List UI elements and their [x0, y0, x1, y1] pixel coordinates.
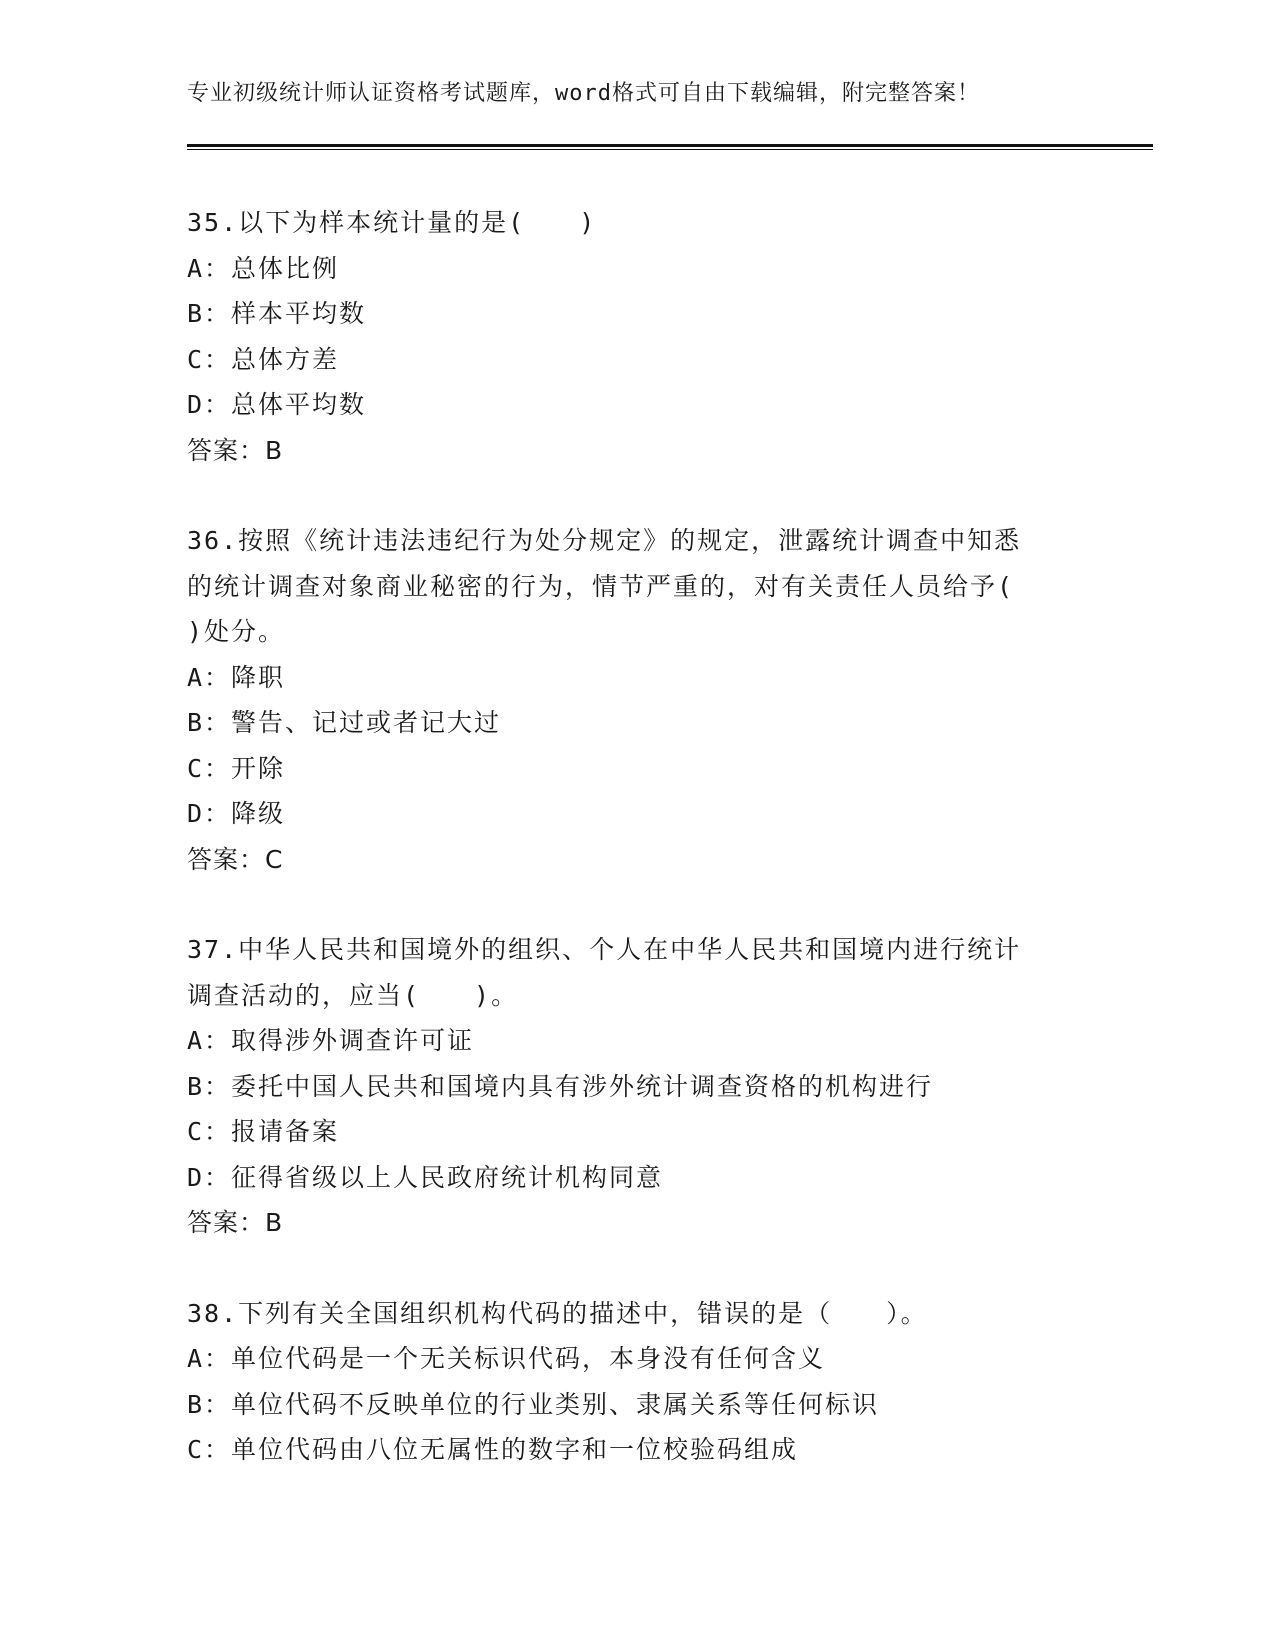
header-rule-thick: [187, 144, 1153, 147]
option-a: A：单位代码是一个无关标识代码，本身没有任何含义: [187, 1344, 826, 1373]
question-stem-line-2: 调查活动的，应当( )。: [187, 980, 519, 1010]
question-36: [187, 518, 1087, 882]
question-stem-line-1: 36.按照《统计违法违纪行为处分规定》的规定，泄露统计调查中知悉: [187, 526, 1022, 555]
option-b: B：样本平均数: [187, 299, 367, 328]
option-c: C：单位代码由八位无属性的数字和一位校验码组成: [187, 1435, 799, 1464]
header-rule-thin: [187, 149, 1153, 150]
option-a: A：降职: [187, 662, 286, 692]
option-c: C：总体方差: [187, 344, 340, 374]
option-c: C：开除: [187, 753, 286, 783]
question-35: [187, 200, 1087, 473]
option-d: D：征得省级以上人民政府统计机构同意: [187, 1162, 664, 1192]
question-stem: 38.下列有关全国组织机构代码的描述中，错误的是（ ）。: [187, 1298, 928, 1328]
answer-line: 答案：B: [187, 435, 284, 465]
option-c: C：报请备案: [187, 1117, 340, 1146]
answer-line: 答案：C: [187, 844, 284, 874]
answer-line: 答案：B: [187, 1208, 284, 1237]
option-d: D：总体平均数: [187, 390, 367, 419]
option-a: A：取得涉外调查许可证: [187, 1026, 475, 1055]
option-d: D：降级: [187, 799, 286, 828]
option-a: A：总体比例: [187, 253, 340, 283]
question-list: [187, 200, 1087, 1518]
question-stem-line-2: 的统计调查对象商业秘密的行为，情节严重的，对有关责任人员给予(: [187, 571, 1015, 601]
option-b: B：单位代码不反映单位的行业类别、隶属关系等任何标识: [187, 1389, 880, 1419]
page-header: 专业初级统计师认证资格考试题库，word格式可自由下载编辑，附完整答案！: [187, 81, 980, 106]
question-stem: 35.以下为样本统计量的是( ): [187, 208, 597, 237]
option-b: B：委托中国人民共和国境内具有涉外统计调查资格的机构进行: [187, 1071, 934, 1101]
option-b: B：警告、记过或者记大过: [187, 708, 502, 737]
question-stem-line-1: 37.中华人民共和国境外的组织、个人在中华人民共和国境内进行统计: [187, 935, 1022, 964]
question-37: [187, 927, 1087, 1246]
question-38: [187, 1291, 1087, 1473]
question-stem-line-3: )处分。: [187, 617, 286, 646]
